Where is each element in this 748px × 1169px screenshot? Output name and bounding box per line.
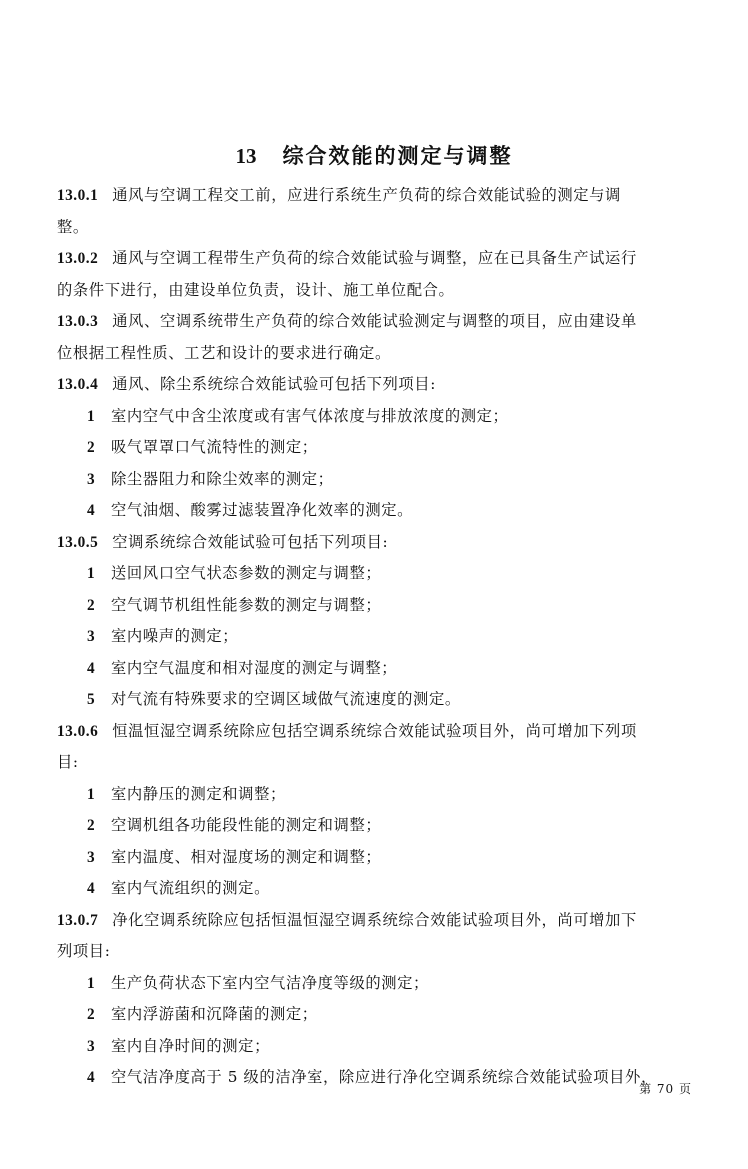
clause-13-0-6	[57, 716, 691, 748]
clause-13-0-4	[57, 369, 691, 401]
clause-number: 13.0.7	[57, 911, 99, 929]
clause-13-0-7	[57, 905, 691, 937]
clause-text: 恒温恒湿空调系统除应包括空调系统综合效能试验项目外，尚可增加下列项	[112, 721, 637, 740]
item-number: 2	[87, 596, 96, 614]
chapter-number: 13	[235, 144, 257, 168]
clause-number: 13.0.1	[57, 187, 99, 204]
item-number: 4	[87, 1069, 96, 1086]
item-number: 2	[87, 439, 96, 456]
clause-text-continued: 整。	[57, 217, 89, 236]
clause-text: 通风与空调工程交工前，应进行系统生产负荷的综合效能试验的测定与调	[112, 186, 621, 204]
item-number: 5	[87, 691, 96, 708]
list-item	[57, 432, 691, 464]
item-text: 室内噪声的测定；	[111, 627, 239, 645]
item-text: 室内静压的测定和调整；	[111, 784, 286, 803]
clause-number: 13.0.4	[57, 376, 99, 393]
list-item	[57, 558, 691, 590]
list-item	[57, 873, 691, 905]
clause-text-continued: 的条件下进行，由建设单位负责，设计、施工单位配合。	[57, 280, 455, 299]
item-text: 除尘器阻力和除尘效率的测定；	[111, 469, 334, 488]
item-number: 4	[87, 659, 96, 677]
clause-text: 净化空调系统除应包括恒温恒湿空调系统综合效能试验项目外，尚可增加下	[112, 910, 637, 929]
item-text: 室内温度、相对湿度场的测定和调整；	[111, 847, 382, 866]
list-item	[57, 968, 691, 1000]
item-number: 4	[87, 880, 96, 897]
item-text: 空调机组各功能段性能的测定和调整；	[111, 816, 382, 834]
clause-text-continued: 位根据工程性质、工艺和设计的要求进行确定。	[57, 343, 391, 362]
item-number: 1	[87, 974, 96, 992]
clause-text: 通风、空调系统带生产负荷的综合效能试验测定与调整的项目，应由建设单	[112, 312, 637, 330]
clause-number: 13.0.6	[57, 722, 99, 740]
list-item	[57, 999, 691, 1031]
list-item	[57, 495, 691, 527]
item-number: 1	[87, 785, 96, 803]
chapter-title: 综合效能的测定与调整	[282, 143, 513, 168]
list-item	[57, 653, 691, 685]
item-text: 生产负荷状态下室内空气洁净度等级的测定；	[111, 973, 429, 992]
clause-text: 通风、除尘系统综合效能试验可包括下列项目:	[112, 375, 436, 393]
clause-number: 13.0.5	[57, 533, 99, 551]
clause-text: 通风与空调工程带生产负荷的综合效能试验与调整，应在已具备生产试运行	[112, 249, 637, 267]
list-item	[57, 779, 691, 811]
item-text: 送回风口空气状态参数的测定与调整；	[111, 564, 382, 582]
item-number: 2	[87, 1006, 96, 1023]
list-item	[57, 810, 691, 842]
list-item	[57, 464, 691, 496]
item-number: 1	[87, 565, 96, 582]
chapter-heading	[0, 140, 748, 170]
clause-number: 13.0.2	[57, 250, 99, 267]
list-item	[57, 590, 691, 622]
item-text: 对气流有特殊要求的空调区域做气流速度的测定。	[111, 690, 461, 708]
document-body	[57, 180, 691, 1094]
item-number: 3	[87, 628, 96, 645]
item-text: 室内自净时间的测定；	[111, 1036, 270, 1055]
item-text: 空气调节机组性能参数的测定与调整；	[111, 595, 382, 614]
item-text: 空气洁净度高于 5 级的洁净室，除应进行净化空调系统综合效能试验项目外，	[111, 1068, 657, 1086]
item-number: 4	[87, 502, 96, 519]
list-item	[57, 401, 691, 433]
item-number: 3	[87, 848, 96, 866]
clause-13-0-2	[57, 243, 691, 275]
list-item	[57, 1062, 691, 1094]
clause-13-0-5	[57, 527, 691, 559]
item-number: 1	[87, 407, 96, 425]
item-number: 3	[87, 1037, 96, 1055]
item-number: 3	[87, 470, 96, 488]
clause-13-0-1	[57, 180, 691, 212]
list-item	[57, 842, 691, 874]
clause-text-continued: 目:	[57, 753, 79, 771]
item-text: 室内空气中含尘浓度或有害气体浓度与排放浓度的测定；	[111, 406, 509, 425]
item-text: 吸气罩罩口气流特性的测定；	[111, 438, 318, 456]
list-item	[57, 1031, 691, 1063]
clause-number: 13.0.3	[57, 313, 99, 330]
list-item	[57, 621, 691, 653]
item-text: 空气油烟、酸雾过滤装置净化效率的测定。	[111, 501, 414, 519]
item-text: 室内浮游菌和沉降菌的测定；	[111, 1005, 318, 1023]
page-number: 第 70 页	[639, 1082, 692, 1096]
list-item	[57, 684, 691, 716]
item-text: 室内空气温度和相对湿度的测定与调整；	[111, 658, 398, 677]
item-number: 2	[87, 817, 96, 834]
clause-text: 空调系统综合效能试验可包括下列项目:	[112, 532, 389, 551]
clause-text-continued: 列项目:	[57, 942, 111, 960]
clause-13-0-3	[57, 306, 691, 338]
item-text: 室内气流组织的测定。	[111, 879, 270, 897]
